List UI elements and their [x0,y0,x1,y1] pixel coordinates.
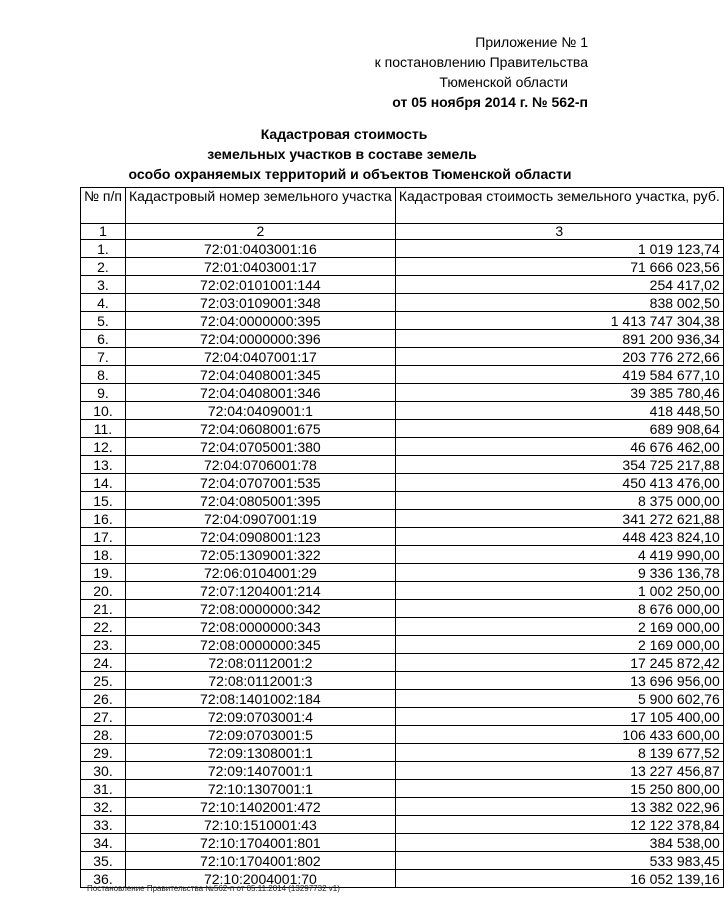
table-row [81,816,724,834]
table-row [81,582,724,600]
row-number: 13. [81,456,126,474]
cadastral-value: 8 375 000,00 [395,492,723,510]
cadastral-value: 354 725 217,88 [395,456,723,474]
cadastral-value: 4 419 990,00 [395,546,723,564]
row-number: 30. [81,762,126,780]
header-cadastral-value: Кадастровая стоимость земельного участка, руб. [395,188,723,224]
row-number: 21. [81,600,126,618]
table-row [81,510,724,528]
cadastral-number: 72:05:1309001:322 [125,546,395,564]
cadastral-number: 72:08:0000000:342 [125,600,395,618]
table-row [81,276,724,294]
cadastral-value: 71 666 023,56 [395,258,723,276]
appendix-label: Приложение № 1 [475,34,588,50]
cadastral-value: 13 696 956,00 [395,672,723,690]
resolution-date: от 05 ноября 2014 г. № 562-п [392,94,588,110]
row-number: 2. [81,258,126,276]
table-row [81,708,724,726]
cadastral-number: 72:04:0908001:123 [125,528,395,546]
cadastral-number: 72:10:1307001:1 [125,780,395,798]
table-row [81,834,724,852]
table-row [81,546,724,564]
row-number: 5. [81,312,126,330]
title-line-2: земельных участков в составе земель [207,146,477,162]
row-number: 32. [81,798,126,816]
title-line-3: особо охраняемых территорий и объектов Тюменской области [128,166,572,182]
table-row [81,420,724,438]
table-row [81,654,724,672]
table-row [81,780,724,798]
table-row [81,384,724,402]
table-row [81,672,724,690]
cadastral-value: 12 122 378,84 [395,816,723,834]
cadastral-value: 1 002 250,00 [395,582,723,600]
cadastral-value: 419 584 677,10 [395,366,723,384]
table-row [81,636,724,654]
cadastral-value: 46 676 462,00 [395,438,723,456]
row-number: 35. [81,852,126,870]
row-number: 14. [81,474,126,492]
row-number: 28. [81,726,126,744]
table-row [81,726,724,744]
row-number: 9. [81,384,126,402]
row-number: 6. [81,330,126,348]
table-row [81,312,724,330]
table-row [81,528,724,546]
row-number: 10. [81,402,126,420]
cadastral-value: 13 227 456,87 [395,762,723,780]
cadastral-number: 72:08:0000000:345 [125,636,395,654]
cadastral-number: 72:10:1704001:801 [125,834,395,852]
row-number: 15. [81,492,126,510]
table-row [81,240,724,258]
cadastral-number: 72:03:0109001:348 [125,294,395,312]
column-number: 1 [81,224,126,240]
row-number: 11. [81,420,126,438]
cadastral-value: 106 433 600,00 [395,726,723,744]
cadastral-value: 2 169 000,00 [395,636,723,654]
cadastral-value: 8 676 000,00 [395,600,723,618]
cadastral-value: 17 245 872,42 [395,654,723,672]
cadastral-number: 72:07:1204001:214 [125,582,395,600]
cadastral-number: 72:08:0000000:343 [125,618,395,636]
row-number: 36. [81,870,126,888]
cadastral-number: 72:04:0408001:346 [125,384,395,402]
row-number: 17. [81,528,126,546]
table-row [81,798,724,816]
row-number: 25. [81,672,126,690]
region-name: Тюменской области [439,74,568,90]
row-number: 19. [81,564,126,582]
table-row [81,294,724,312]
cadastral-value: 838 002,50 [395,294,723,312]
cadastral-number: 72:04:0705001:380 [125,438,395,456]
cadastral-value: 448 423 824,10 [395,528,723,546]
cadastral-number: 72:08:0112001:2 [125,654,395,672]
cadastral-number: 72:04:0408001:345 [125,366,395,384]
table-row [81,564,724,582]
row-number: 31. [81,780,126,798]
row-number: 7. [81,348,126,366]
table-row [81,258,724,276]
cadastral-number: 72:09:0703001:4 [125,708,395,726]
row-number: 22. [81,618,126,636]
cadastral-value: 533 983,45 [395,852,723,870]
row-number: 27. [81,708,126,726]
table-row [81,438,724,456]
table-row [81,456,724,474]
cadastral-number: 72:01:0403001:17 [125,258,395,276]
document-footer: Постановление Правительства №562-п от 05.11.2014 (13297732 v1) [87,884,340,893]
cadastral-value: 1 019 123,74 [395,240,723,258]
cadastral-number: 72:04:0706001:78 [125,456,395,474]
cadastral-value: 9 336 136,78 [395,564,723,582]
table-row [81,600,724,618]
cadastral-number: 72:04:0907001:19 [125,510,395,528]
row-number: 34. [81,834,126,852]
cadastral-number: 72:04:0409001:1 [125,402,395,420]
row-number: 33. [81,816,126,834]
cadastral-value: 8 139 677,52 [395,744,723,762]
table-row [81,852,724,870]
table-row [81,492,724,510]
cadastral-number: 72:10:1510001:43 [125,816,395,834]
row-number: 4. [81,294,126,312]
table-row [81,474,724,492]
cadastral-value: 254 417,02 [395,276,723,294]
table-row [81,744,724,762]
table-header-row [81,188,724,224]
cadastral-number: 72:04:0805001:395 [125,492,395,510]
resolution-ref: к постановлению Правительства [374,54,588,70]
cadastral-number: 72:08:0112001:3 [125,672,395,690]
cadastral-value: 39 385 780,46 [395,384,723,402]
table-body [81,240,724,888]
row-number: 24. [81,654,126,672]
cadastral-value: 418 448,50 [395,402,723,420]
cadastral-number: 72:08:1401002:184 [125,690,395,708]
cadastral-value-table [80,187,724,888]
table-row [81,762,724,780]
column-number: 2 [125,224,395,240]
row-number: 20. [81,582,126,600]
row-number: 8. [81,366,126,384]
cadastral-value: 5 900 602,76 [395,690,723,708]
cadastral-value: 450 413 476,00 [395,474,723,492]
row-number: 26. [81,690,126,708]
column-number: 3 [395,224,723,240]
cadastral-number: 72:10:1402001:472 [125,798,395,816]
cadastral-number: 72:04:0707001:535 [125,474,395,492]
cadastral-number: 72:09:1308001:1 [125,744,395,762]
document-header [375,32,588,112]
title-line-1: Кадастровая стоимость [260,126,428,142]
cadastral-value: 17 105 400,00 [395,708,723,726]
cadastral-number: 72:06:0104001:29 [125,564,395,582]
cadastral-value: 341 272 621,88 [395,510,723,528]
cadastral-value: 2 169 000,00 [395,618,723,636]
row-number: 16. [81,510,126,528]
cadastral-value: 16 052 139,16 [395,870,723,888]
row-number: 3. [81,276,126,294]
cadastral-number: 72:04:0407001:17 [125,348,395,366]
row-number: 12. [81,438,126,456]
table-row [81,402,724,420]
cadastral-number: 72:09:0703001:5 [125,726,395,744]
cadastral-number: 72:09:1407001:1 [125,762,395,780]
cadastral-value: 891 200 936,34 [395,330,723,348]
row-number: 29. [81,744,126,762]
row-number: 18. [81,546,126,564]
cadastral-number: 72:01:0403001:16 [125,240,395,258]
cadastral-number: 72:04:0000000:395 [125,312,395,330]
row-number: 23. [81,636,126,654]
document-title [0,124,640,184]
cadastral-number: 72:04:0000000:396 [125,330,395,348]
cadastral-value: 13 382 022,96 [395,798,723,816]
table-row [81,690,724,708]
cadastral-value: 689 908,64 [395,420,723,438]
cadastral-value: 203 776 272,66 [395,348,723,366]
header-cadastral-number: Кадастровый номер земельного участка [125,188,395,224]
table-row [81,618,724,636]
cadastral-value: 1 413 747 304,38 [395,312,723,330]
header-number: № п/п [81,188,126,224]
cadastral-number: 72:10:1704001:802 [125,852,395,870]
cadastral-number: 72:02:0101001:144 [125,276,395,294]
cadastral-value: 384 538,00 [395,834,723,852]
cadastral-value: 15 250 800,00 [395,780,723,798]
row-number: 1. [81,240,126,258]
cadastral-number: 72:04:0608001:675 [125,420,395,438]
table-row [81,330,724,348]
cadastral-number: 72:10:2004001:70 [125,870,395,888]
table-row [81,366,724,384]
table-row [81,348,724,366]
column-number-row [81,224,724,240]
